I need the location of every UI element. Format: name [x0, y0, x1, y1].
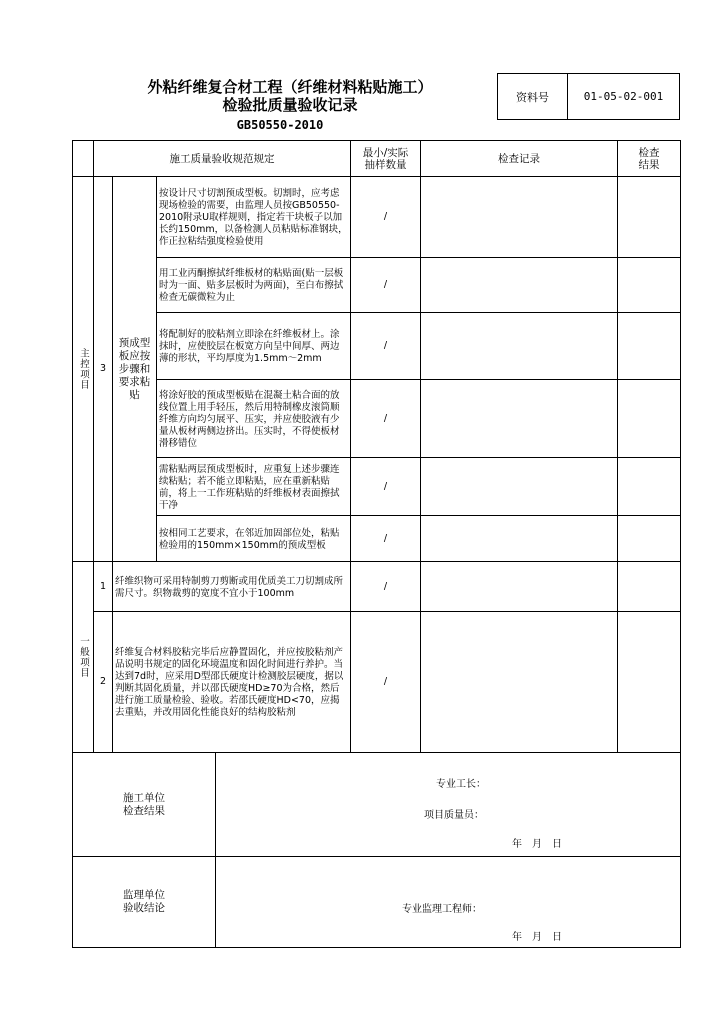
main-item-subtitle: 预成型板应按步骤和要求粘贴: [113, 177, 157, 562]
reference-label: 资料号: [498, 74, 568, 119]
main-item-result[interactable]: [618, 313, 681, 380]
general-item-sample: /: [351, 612, 421, 753]
quality-inspector-label: 项目质量员：: [424, 810, 484, 821]
construction-signature-area[interactable]: [216, 753, 681, 857]
main-item-result[interactable]: [618, 516, 681, 562]
main-item-sample: /: [351, 458, 421, 516]
main-item-sample: /: [351, 313, 421, 380]
main-item-text: 将涂好胶的预成型板贴在混凝土粘合面的放线位置上用手轻压，然后用特制橡皮滚筒顺纤维方向均匀展平、压实，并应使胶液有少量从板材两侧边挤出。压实时，不得使板材滑移错位: [157, 380, 351, 458]
main-item-record[interactable]: [421, 458, 618, 516]
main-item-text: 将配制好的胶粘剂立即涂在纤维板材上。涂抹时，应使胶层在板宽方向呈中间厚、两边薄的形状，平均厚度为1.5mm～2mm: [157, 313, 351, 380]
main-item-number: 3: [94, 177, 113, 562]
construction-label: 施工单位 检查结果: [72, 753, 216, 857]
general-item-number: 2: [94, 612, 113, 753]
main-item-sample: /: [351, 177, 421, 258]
construction-date: 年 月 日: [512, 839, 562, 850]
main-item-result[interactable]: [618, 380, 681, 458]
page-title-line1: 外粘纤维复合材工程（纤维材料粘贴施工）: [147, 78, 433, 96]
main-item-result[interactable]: [618, 258, 681, 313]
main-item-sample: /: [351, 258, 421, 313]
supervision-date: 年 月 日: [512, 932, 562, 943]
main-item-text: 按设计尺寸切割预成型板。切割时，应考虑现场检验的需要，由监理人员按GB50550-2010附录U取样规则，指定若干块板子以加长约150mm，以备检测人员粘贴标准钢块，作正拉粘结强度检验使用: [157, 177, 351, 258]
reference-box: [497, 73, 680, 120]
general-item-sample: /: [351, 562, 421, 612]
page-title-line2: 检验批质量验收记录: [222, 96, 358, 114]
main-item-record[interactable]: [421, 516, 618, 562]
general-item-record[interactable]: [421, 612, 618, 753]
supervision-label: 监理单位 验收结论: [72, 857, 216, 948]
general-item-result[interactable]: [618, 612, 681, 753]
main-item-record[interactable]: [421, 313, 618, 380]
col-spec-header: 施工质量验收规范规定: [94, 140, 351, 177]
main-control-label: 主控项目: [72, 177, 94, 562]
main-item-record[interactable]: [421, 258, 618, 313]
main-item-record[interactable]: [421, 380, 618, 458]
main-item-sample: /: [351, 516, 421, 562]
main-item-sample: /: [351, 380, 421, 458]
main-item-record[interactable]: [421, 177, 618, 258]
general-item-text: 纤维复合材料胶粘完毕后应静置固化，并应按胶粘剂产品说明书规定的固化环境温度和固化时间进行养护。当达到7d时，应采用D型邵氏硬度计检测胶层硬度，据以判断其固化质量，并以邵氏硬度HD≥70为合格，然后进行施工质量检验、验收。若邵氏硬度HD<70，应揭去重贴，并改用固化性能良好的结构胶粘剂: [113, 612, 351, 753]
supervision-engineer-label: 专业监理工程师：: [402, 904, 482, 915]
general-item-text: 纤维织物可采用特制剪刀剪断或用优质美工刀切割成所需尺寸。织物裁剪的宽度不宜小于100mm: [113, 562, 351, 612]
main-item-text: 需粘贴两层预成型板时，应重复上述步骤连续粘贴；若不能立即粘贴，应在重新粘贴前，将上一工作班粘贴的纤维板材表面擦拭干净: [157, 458, 351, 516]
standard-code: GB50550-2010: [236, 118, 324, 132]
general-item-result[interactable]: [618, 562, 681, 612]
main-item-text: 按相同工艺要求，在邻近加固部位处，粘贴检验用的150mm×150mm的预成型板: [157, 516, 351, 562]
header-blank: [72, 140, 94, 177]
col-record-header: 检查记录: [421, 140, 618, 177]
main-item-result[interactable]: [618, 458, 681, 516]
foreman-label: 专业工长：: [436, 779, 486, 790]
reference-value: 01-05-02-001: [583, 90, 664, 103]
col-result-header: 检查 结果: [618, 140, 681, 177]
col-sample-header: 最小/实际 抽样数量: [351, 140, 421, 177]
main-item-result[interactable]: [618, 177, 681, 258]
general-item-record[interactable]: [421, 562, 618, 612]
general-label: 一般项目: [72, 562, 94, 753]
main-item-text: 用工业丙酮擦拭纤维板材的粘贴面(贴一层板时为一面、贴多层板时为两面)，至白布擦拭检查无碳微粒为止: [157, 258, 351, 313]
general-item-number: 1: [94, 562, 113, 612]
